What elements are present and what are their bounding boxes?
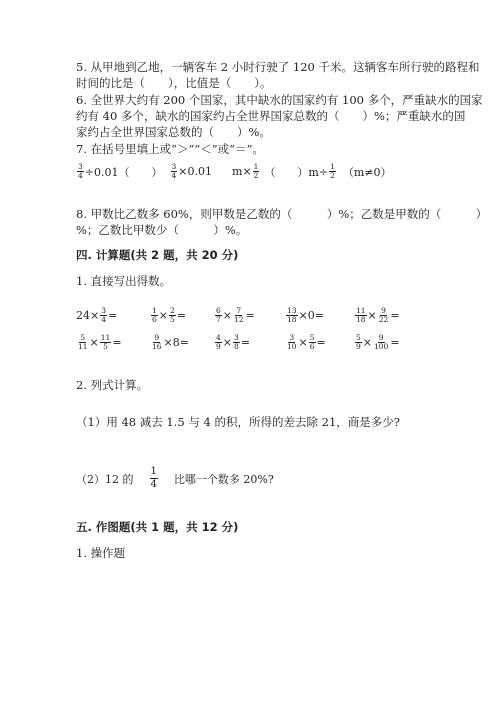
sec4-q2: 2. 列式计算。 [76,378,149,392]
q5-line2: 时间的比是（ ），比值是（ ）。 [76,76,272,90]
q6-line3: 家约占全世界国家总数的（ ）%。 [76,125,271,139]
calc-item: 24× $\frac{3}{4}$ = [76,306,118,324]
sec4-q2-2: （2）12 的 $\frac{1}{4}$ 比哪一个数多 20%? [76,466,274,490]
sec5-q1: 1. 操作题 [76,546,126,560]
q5-line1: 5. 从甲地到乙地，一辆客车 2 小时行驶了 120 千米。这辆客车所行驶的路程和 [76,60,480,74]
fraction: $\frac{5}{9}$ [356,333,361,351]
fraction: $\frac{1}{2}$ [253,162,259,180]
calc-item: $\frac{4}{9}$ × $\frac{3}{8}$ = [216,333,250,351]
fraction: $\frac{3}{10}$ [287,333,297,351]
q6-line2: 约有 40 多个，缺水的国家约占全世界国家总数的（ ）%；严重缺水的国 [76,109,466,123]
fraction: $\frac{5}{6}$ [309,333,315,351]
fraction: $\frac{7}{12}$ [234,306,244,324]
fraction: $\frac{1}{4}$ [150,466,157,490]
fraction: $\frac{9}{100}$ [374,333,389,351]
sec4-q1: 1. 直接写出得数。 [76,274,172,288]
calc-item: $\frac{5}{9}$ × $\frac{9}{100}$ = [356,333,400,351]
q7-item-1: $\frac{3}{4}$ ÷0.01（ ） $\frac{3}{4}$ ×0.01 [78,162,212,180]
fraction: $\frac{1}{2}$ [330,162,335,180]
section-5-title: 五. 作图题(共 1 题，共 12 分) [76,520,239,534]
q8-line2: %；乙数比甲数少（ ）%。 [76,223,248,237]
q8-line1: 8. 甲数比乙数多 60%，则甲数是乙数的（ ）%；乙数是甲数的（ ） [76,207,488,221]
fraction: $\frac{5}{11}$ [78,333,88,351]
fraction: $\frac{9}{16}$ [152,333,162,351]
fraction: $\frac{11}{18}$ [356,306,366,324]
calc-item: $\frac{5}{11}$ × $\frac{11}{5}$ = [78,333,122,351]
fraction: $\frac{3}{8}$ [234,333,239,351]
calc-item: $\frac{1}{6}$ × $\frac{2}{5}$ = [152,306,186,324]
q7-item-2: m× $\frac{1}{2}$ （ ）m÷ $\frac{1}{2}$ （m≠0） [232,162,392,180]
fraction: $\frac{3}{4}$ [171,162,177,180]
fraction: $\frac{3}{4}$ [78,162,83,180]
sec4-q2-1: （1）用 48 减去 1.5 与 4 的积，所得的差去除 21，商是多少? [76,415,400,429]
calc-item: $\frac{9}{16}$ ×8= [152,333,189,351]
calc-item: $\frac{3}{10}$ × $\frac{5}{6}$ = [287,333,326,351]
fraction: $\frac{6}{7}$ [216,306,221,324]
fraction: $\frac{1}{6}$ [152,306,157,324]
calc-item: $\frac{6}{7}$ × $\frac{7}{12}$ = [216,306,255,324]
section-4-title: 四. 计算题(共 2 题，共 20 分) [76,248,239,262]
q6-line1: 6. 全世界大约有 200 个国家，其中缺水的国家约有 100 多个，严重缺水的国家 [76,93,483,107]
fraction: $\frac{3}{4}$ [101,306,106,324]
fraction: $\frac{13}{18}$ [287,306,297,324]
q7-line1: 7. 在括号里填上或“＞”“＜”或“＝”。 [76,142,264,156]
fraction: $\frac{11}{5}$ [100,333,111,351]
fraction: $\frac{2}{5}$ [170,306,175,324]
fraction: $\frac{4}{9}$ [216,333,221,351]
calc-item: $\frac{13}{18}$ ×0= [287,306,324,324]
calc-item: $\frac{11}{18}$ × $\frac{9}{22}$ = [356,306,400,324]
fraction: $\frac{9}{22}$ [378,306,389,324]
